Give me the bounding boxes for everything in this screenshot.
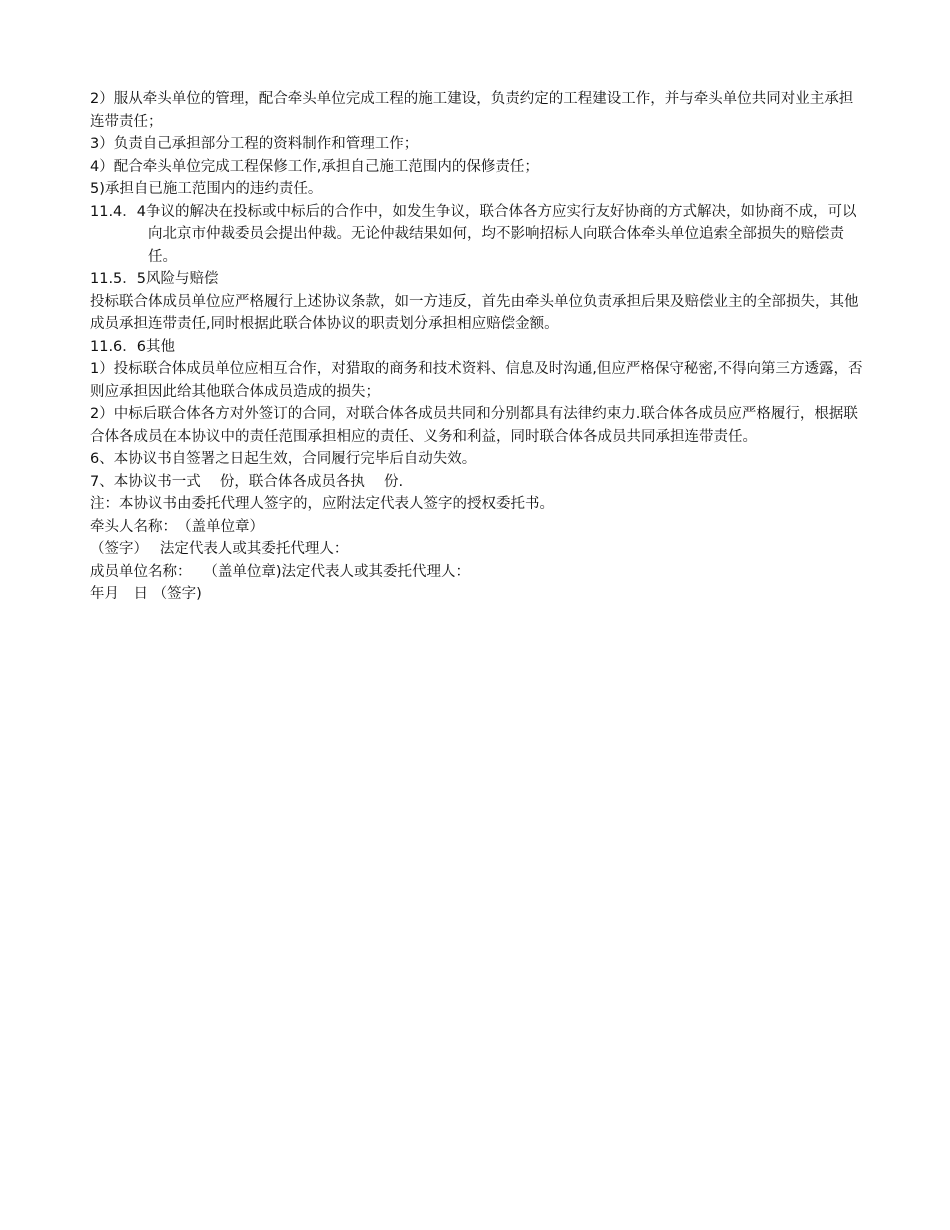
document-body [90, 88, 865, 606]
article-6-text: 6、本协议书自签署之日起生效，合同履行完毕后自动失效。 [90, 451, 477, 467]
section-11-6-heading: 11.6．6其他 [90, 338, 176, 355]
section-11-5-heading: 11.5．5风险与赔偿 [90, 271, 219, 287]
note-text: 注：本协议书由委托代理人签字的，应附法定代表人签字的授权委托书。 [90, 496, 554, 512]
lead-party-name-line: 牵头人名称： （盖单位章） [90, 518, 264, 535]
other-item-2: 2）中标后联合体各方对外签订的合同，对联合体各成员共同和分别都具有法律约束力.联合体各成员应严格履行，根据联合体各成员在本协议中的责任范围承担相应的责任、义务和利益，同时联合体各成员共同承担连带责任。 [90, 406, 858, 445]
section-11-4-dispute: 11.4．4争议的解决在投标或中标后的合作中，如发生争议，联合体各方应实行友好协商的方式解决，如协商不成，可以向北京市仲裁委员会提出仲裁。无论仲裁结果如何，均不影响招标人向联合体牵头单位追索全部损失的赔偿责任。 [90, 203, 857, 265]
clause-3-text: 3）负责自己承担部分工程的资料制作和管理工作； [90, 136, 419, 152]
clause-5-text: 5)承担自已施工范围内的违约责任。 [90, 181, 323, 197]
other-item-1: 1）投标联合体成员单位应相互合作，对猎取的商务和技术资料、信息及时沟通,但应严格保守秘密,不得向第三方透露，否则应承担因此给其他联合体成员造成的损失； [90, 361, 863, 400]
lead-party-signature-line: （签字） 法定代表人或其委托代理人： [90, 541, 349, 557]
article-7-text: 7、本协议书一式 份，联合体各成员各执 份. [90, 473, 404, 490]
clause-2-text: 2）服从牵头单位的管理，配合牵头单位完成工程的施工建设，负责约定的工程建设工作，并与牵头单位共同对业主承担连带责任； [90, 91, 854, 130]
member-unit-name-line: 成员单位名称： （盖单位章)法定代表人或其委托代理人： [90, 563, 471, 580]
section-11-5-text: 投标联合体成员单位应严格履行上述协议条款，如一方违反，首先由牵头单位负责承担后果及赔偿业主的全部损失，其他成员承担连带责任,同时根据此联合体协议的职责划分承担相应赔偿金额。 [90, 293, 859, 332]
date-signature-line: 年月 日 （签字) [90, 586, 202, 602]
clause-4-text: 4）配合牵头单位完成工程保修工作,承担自己施工范围内的保修责任； [90, 158, 539, 175]
